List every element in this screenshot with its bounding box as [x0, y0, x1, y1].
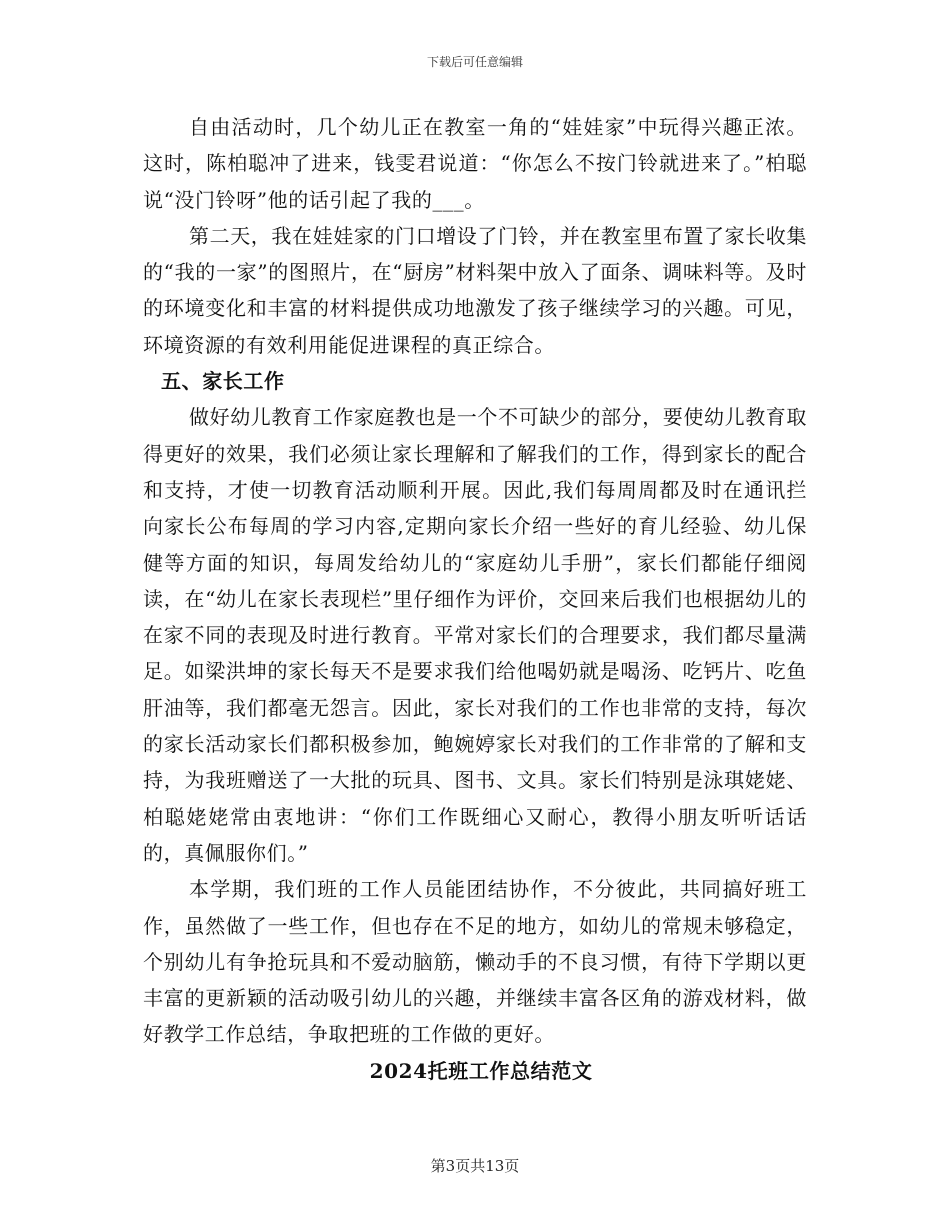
page-header: 下载后可任意编辑: [426, 55, 523, 69]
paragraph-next-day: 第二天，我在娃娃家的门口增设了门铃，并在教室里布置了家长收集的“我的一家”的图照片，在“厨房”材料架中放入了面条、调味料等。及时的环境变化和丰富的材料提供成功地激发了孩子继续学习的兴趣。可见，环境资源的有效利用能促进课程的真正综合。: [143, 223, 807, 357]
paragraph-doll-house: 自由活动时，几个幼儿正在教室一角的“娃娃家”中玩得兴趣正浓。这时，陈柏聪冲了进来，钱雯君说道：“你怎么不按门铃就进来了。”柏聪说“没门铃呀”他的话引起了我的___。: [143, 115, 807, 212]
section-heading-parent-work: 五、家长工作: [161, 369, 285, 394]
paragraph-semester-summary: 本学期，我们班的工作人员能团结协作，不分彼此，共同搞好班工作，虽然做了一些工作，但也存在不足的地方，如幼儿的常规未够稳定，个别幼儿有争抢玩具和不爱动脑筋，懒动手的不良习惯，有待下学期以更丰富的更新颖的活动吸引幼儿的兴趣，并继续丰富各区角的游戏材料，做好教学工作总结，争取把班的工作做的更好。: [143, 877, 807, 1047]
paragraph-parent-work: 做好幼儿教育工作家庭教也是一个不可缺少的部分，要使幼儿教育取得更好的效果，我们必须让家长理解和了解我们的工作，得到家长的配合和支持，才使一切教育活动顺利开展。因此,我们每周周都及时在通讯拦向家长公布每周的学习内容,定期向家长介绍一些好的育儿经验、幼儿保健等方面的知识，每周发给幼儿的“家庭幼儿手册”，家长们都能仔细阅读，在“幼儿在家长表现栏”里仔细作为评价，交回来后我们也根据幼儿的在家不同的表现及时进行教育。平常对家长们的合理要求，我们都尽量满足。如梁洪坤的家长每天不是要求我们给他喝奶就是喝汤、吃钙片、吃鱼肝油等，我们都毫无怨言。因此，家长对我们的工作也非常的支持，每次的家长活动家长们都积极参加，鲍婉婷家长对我们的工作非常的了解和支持，为我班赠送了一大批的玩具、图书、文具。家长们特别是泳琪姥姥、柏聪姥姥常由衷地讲：“你们工作既细心又耐心，教得小朋友听听话话的，真佩服你们。”: [143, 405, 807, 865]
page-footer: 第3页共13页: [430, 1157, 520, 1175]
document-title: 2024托班工作总结范文: [369, 1058, 593, 1083]
document-body: [143, 109, 807, 1089]
